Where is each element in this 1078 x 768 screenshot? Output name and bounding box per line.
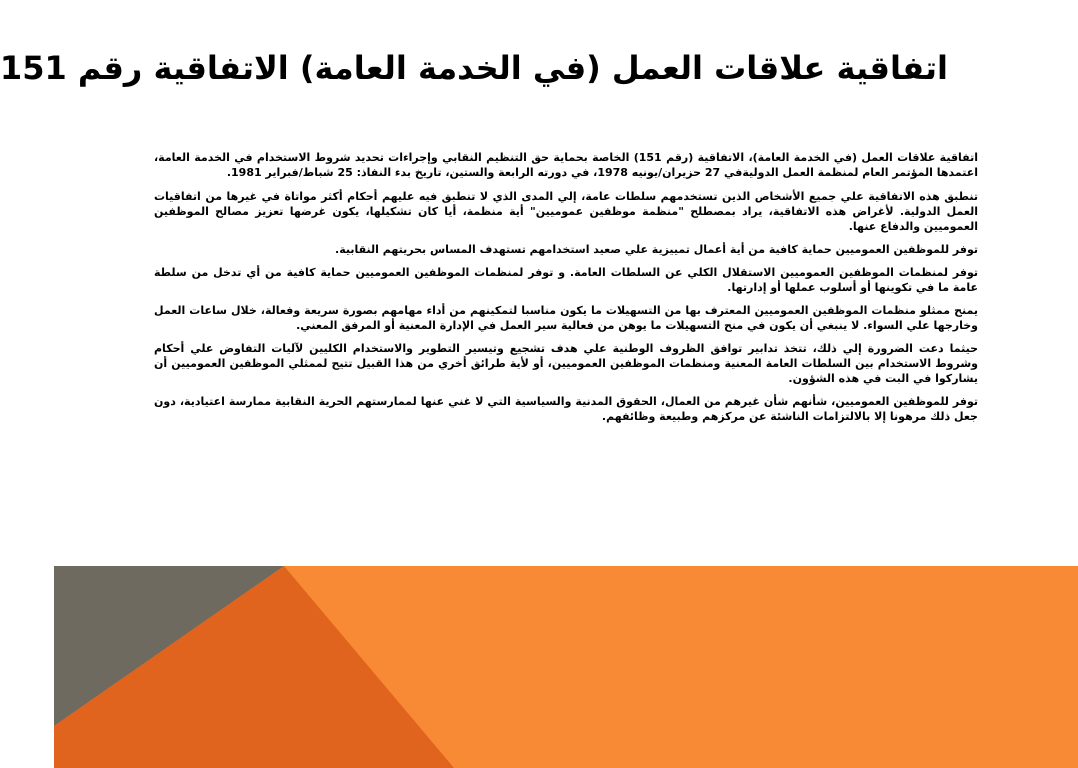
paragraph-7: توفر للموظفين العموميين، شأنهم شأن غيرهم من العمال، الحقوق المدنية والسياسية التي لا غني عنها لممارستهم الحرية النقابية ممارسة اعتيادية، دون جعل ذلك مرهونا إلا بالالتزامات الناشئة عن مركزهم وطبيعة وظائفهم. — [154, 395, 978, 423]
paragraph-5: يمنح ممثلو منظمات الموظفين العموميين المعترف بها من التسهيلات ما يكون مناسبا لتمكينهم من أداء مهامهم بصورة سريعة وفعالة، خلال ساعات العمل وخارجها علي السواء. لا ينبغي أن يكون في منح التسهيلات ما يوهن من فعالية سير العمل في الإدارة المعنية أو المرفق المعني. — [154, 304, 978, 332]
decorative-footer — [54, 566, 1078, 768]
paragraph-3: توفر للموظفين العموميين حماية كافية من أية أعمال تمييزية علي صعيد استخدامهم تستهدف المساس بحريتهم النقابية. — [335, 243, 978, 256]
slide-title: اتفاقية علاقات العمل (في الخدمة العامة) الاتفاقية رقم 151 — [0, 49, 948, 87]
footer-shapes — [54, 566, 1078, 768]
paragraph-6: حيثما دعت الضرورة إلي ذلك، تتخذ تدابير توافق الظروف الوطنية علي هدف تشجيع وتيسير التطوير والاستخدام الكليين لآليات التفاوض علي أحكام وشروط الاستخدام بين السلطات العامة المعنية ومنظمات الموظفين العموميين، أو لأية طرائق أخري من هذا القبيل تتيح لممثلي الموظفين العموميين أن يشاركوا في البت في هذه الشؤون. — [154, 342, 978, 385]
paragraph-2: تنطبق هذه الاتفاقية علي جميع الأشخاص الذين تستخدمهم سلطات عامة، إلي المدى الذي لا تنطبق فيه عليهم أحكام أكثر مواتاة في غيرها من اتفاقيات العمل الدولية. لأغراض هذه الاتفاقية، يراد بمصطلح "منظمة موظفين عموميين" أية منظمة، أيا كان تشكيلها، يكون غرضها تعزيز مصالح الموظفين العموميين والدفاع عنها. — [154, 190, 978, 233]
slide-body — [154, 150, 978, 432]
paragraph-1: اتفاقية علاقات العمل (في الخدمة العامة)، الاتفاقية (رقم 151) الخاصة بحماية حق التنظيم النقابي وإجراءات تحديد شروط الاستخدام في الخدمة العامة، اعتمدها المؤتمر العام لمنظمة العمل الدوليةفي 27 حزيران/يونيه 1978، في دورته الرابعة والستين، تاريخ بدء النفاذ: 25 شباط/فبراير 1981. — [154, 151, 978, 179]
paragraph-4: توفر لمنظمات الموظفين العموميين الاستقلال الكلي عن السلطات العامة. و توفر لمنظمات الموظفين العموميين حماية كافية من أي تدخل من سلطة عامة ما في تكوينها أو أسلوب عملها أو إدارتها. — [154, 266, 978, 294]
